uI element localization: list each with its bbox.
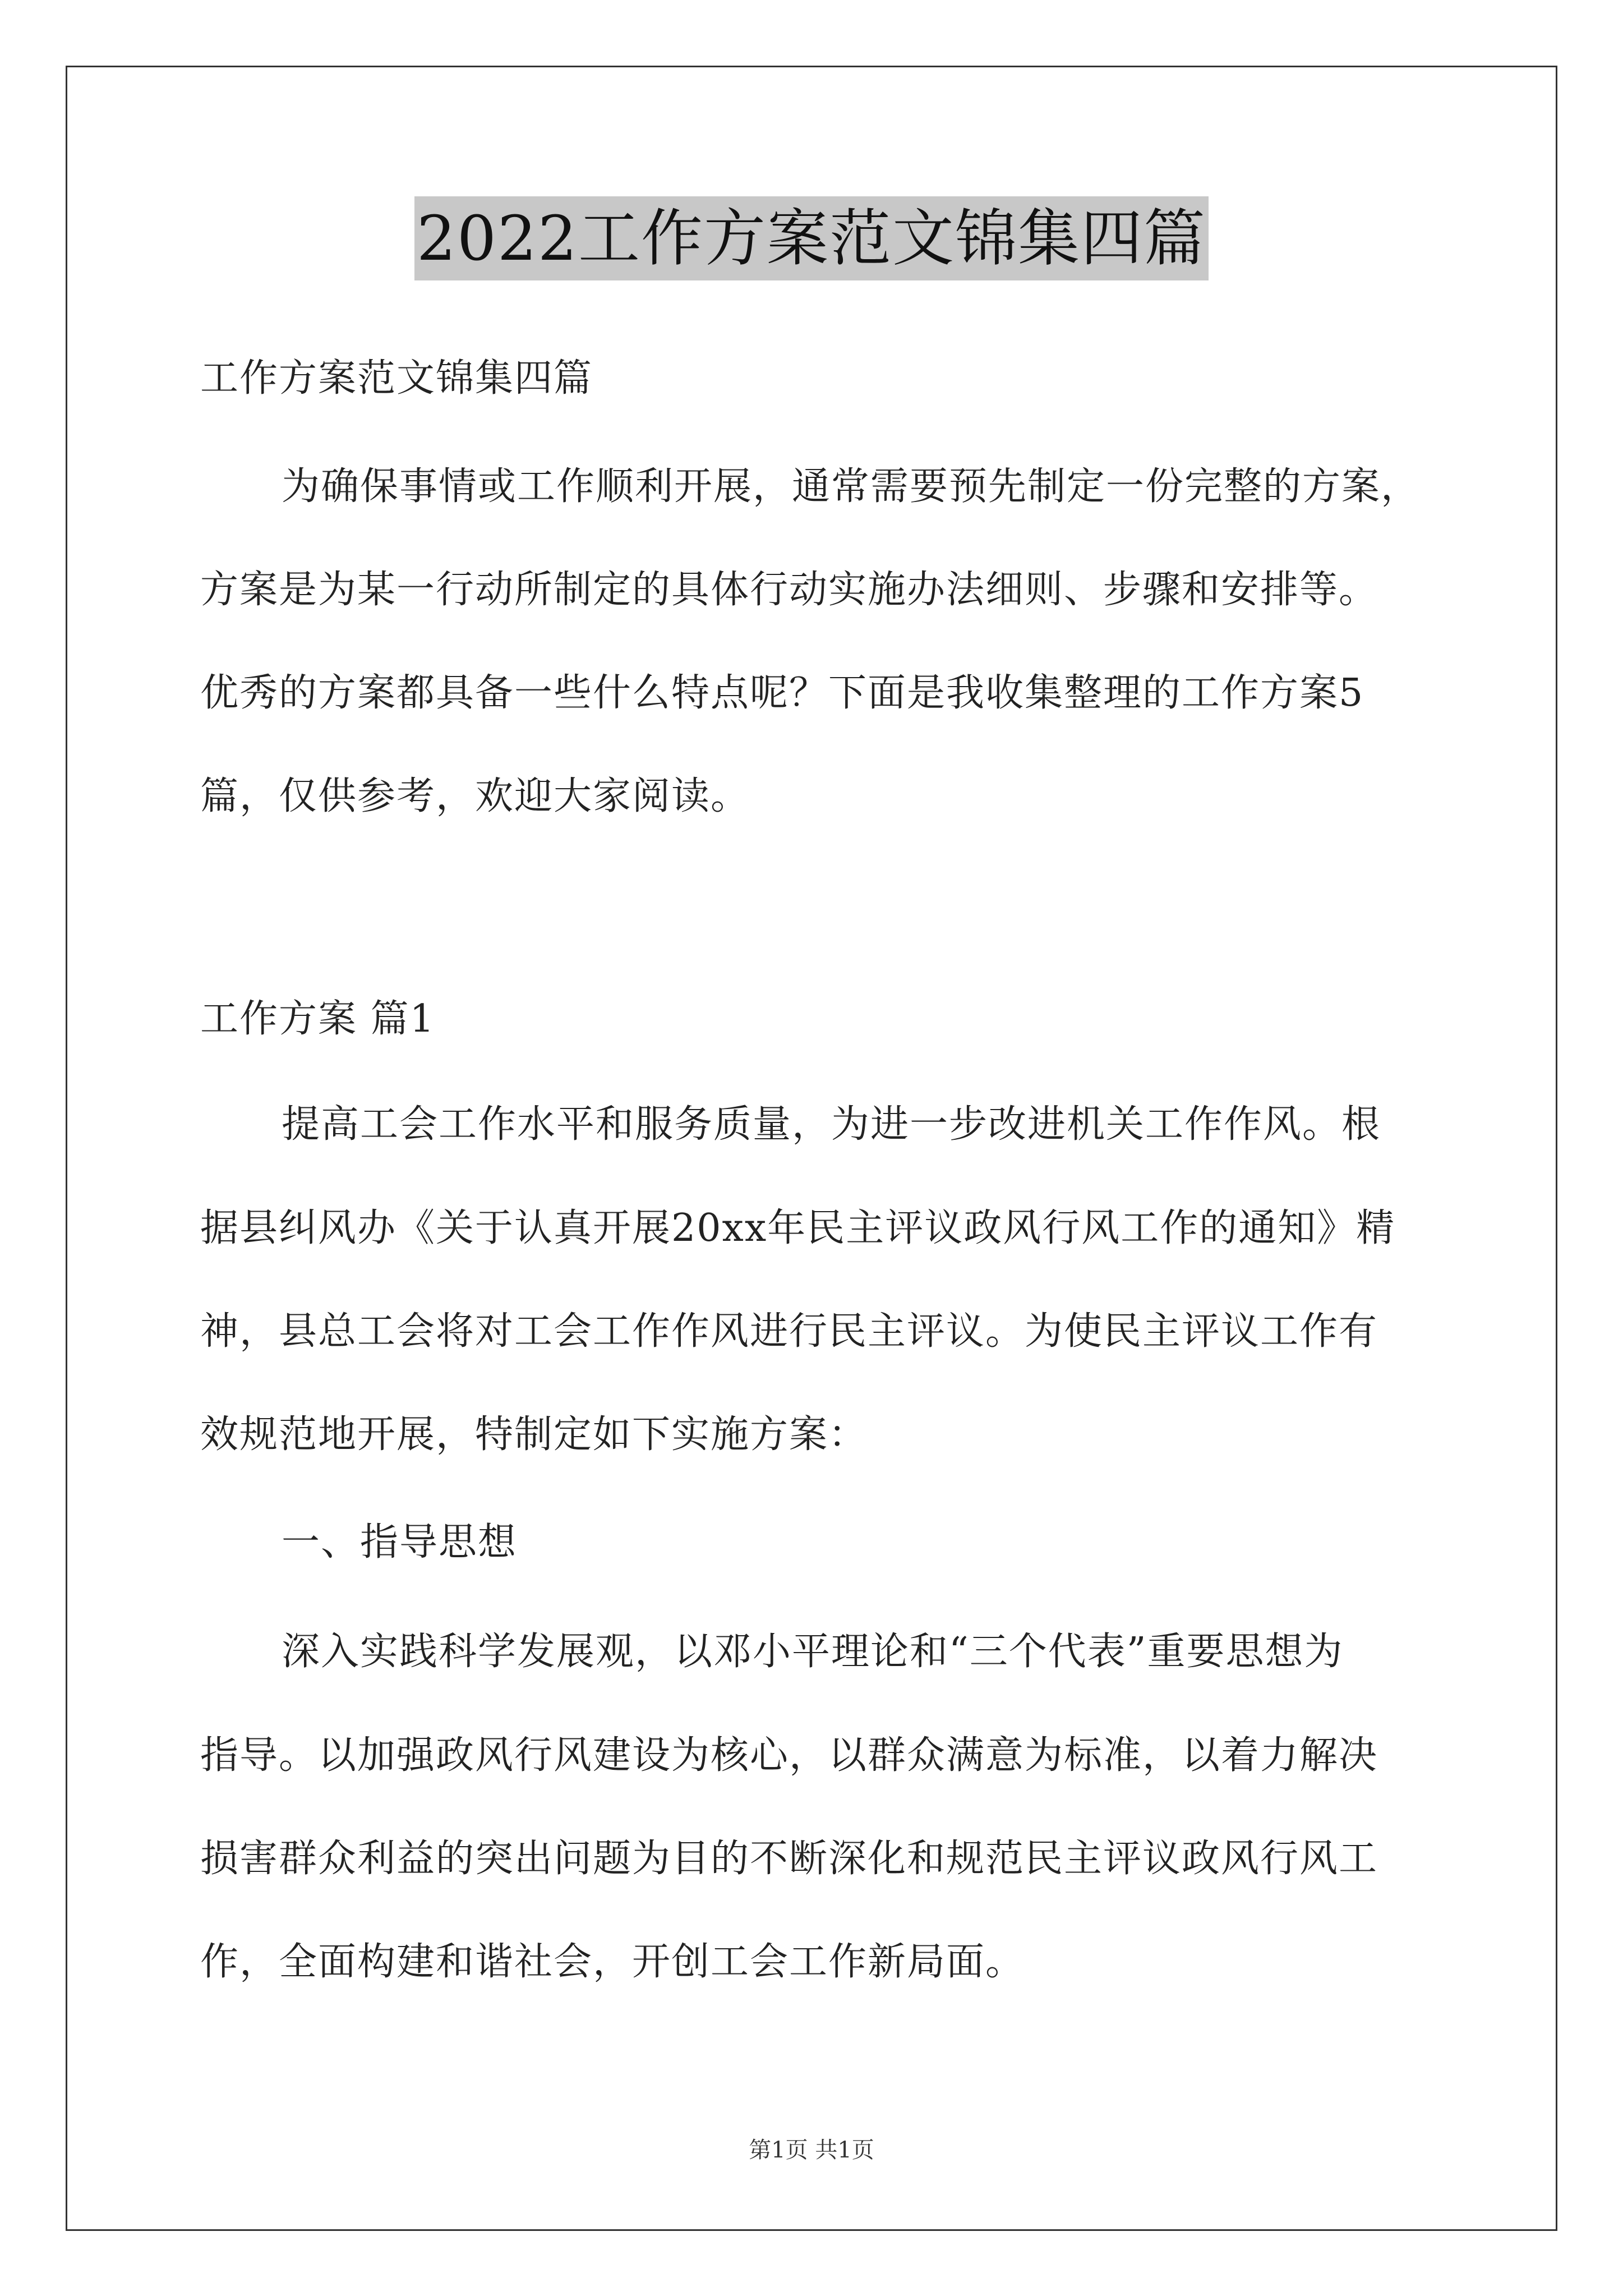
- paragraph-line: 深入实践科学发展观，以邓小平理论和“三个代表”重要思想为: [282, 1630, 1344, 1674]
- title-container: [0, 196, 1623, 280]
- document-title: 2022工作方案范文锦集四篇: [414, 196, 1209, 280]
- paragraph-line: 指导。以加强政风行风建设为核心，以群众满意为标准，以着力解决: [200, 1733, 1378, 1778]
- paragraph-line: 神，县总工会将对工会工作作风进行民主评议。为使民主评议工作有: [200, 1309, 1378, 1354]
- subtitle-line: 工作方案范文锦集四篇: [200, 356, 593, 401]
- paragraph-line: 效规范地开展，特制定如下实施方案：: [200, 1412, 868, 1457]
- paragraph-line: 为确保事情或工作顺利开展，通常需要预先制定一份完整的方案，: [282, 464, 1421, 509]
- paragraph-line: 损害群众利益的突出问题为目的不断深化和规范民主评议政风行风工: [200, 1837, 1378, 1881]
- paragraph-line: 篇，仅供参考，欢迎大家阅读。: [200, 774, 750, 818]
- paragraph-line: 据县纠风办《关于认真开展20xx年民主评议政风行风工作的通知》精: [200, 1206, 1396, 1250]
- section-heading: 工作方案 篇1: [200, 997, 435, 1041]
- paragraph-line: 优秀的方案都具备一些什么特点呢？下面是我收集整理的工作方案5: [200, 671, 1364, 715]
- subsection-heading: 一、指导思想: [282, 1520, 518, 1565]
- paragraph-line: 方案是为某一行动所制定的具体行动实施办法细则、步骤和安排等。: [200, 568, 1378, 612]
- paragraph-line: 提高工会工作水平和服务质量，为进一步改进机关工作作风。根: [282, 1102, 1381, 1147]
- page-footer: 第1页 共1页: [749, 2137, 874, 2163]
- paragraph-line: 作，全面构建和谐社会，开创工会工作新局面。: [200, 1940, 1025, 1984]
